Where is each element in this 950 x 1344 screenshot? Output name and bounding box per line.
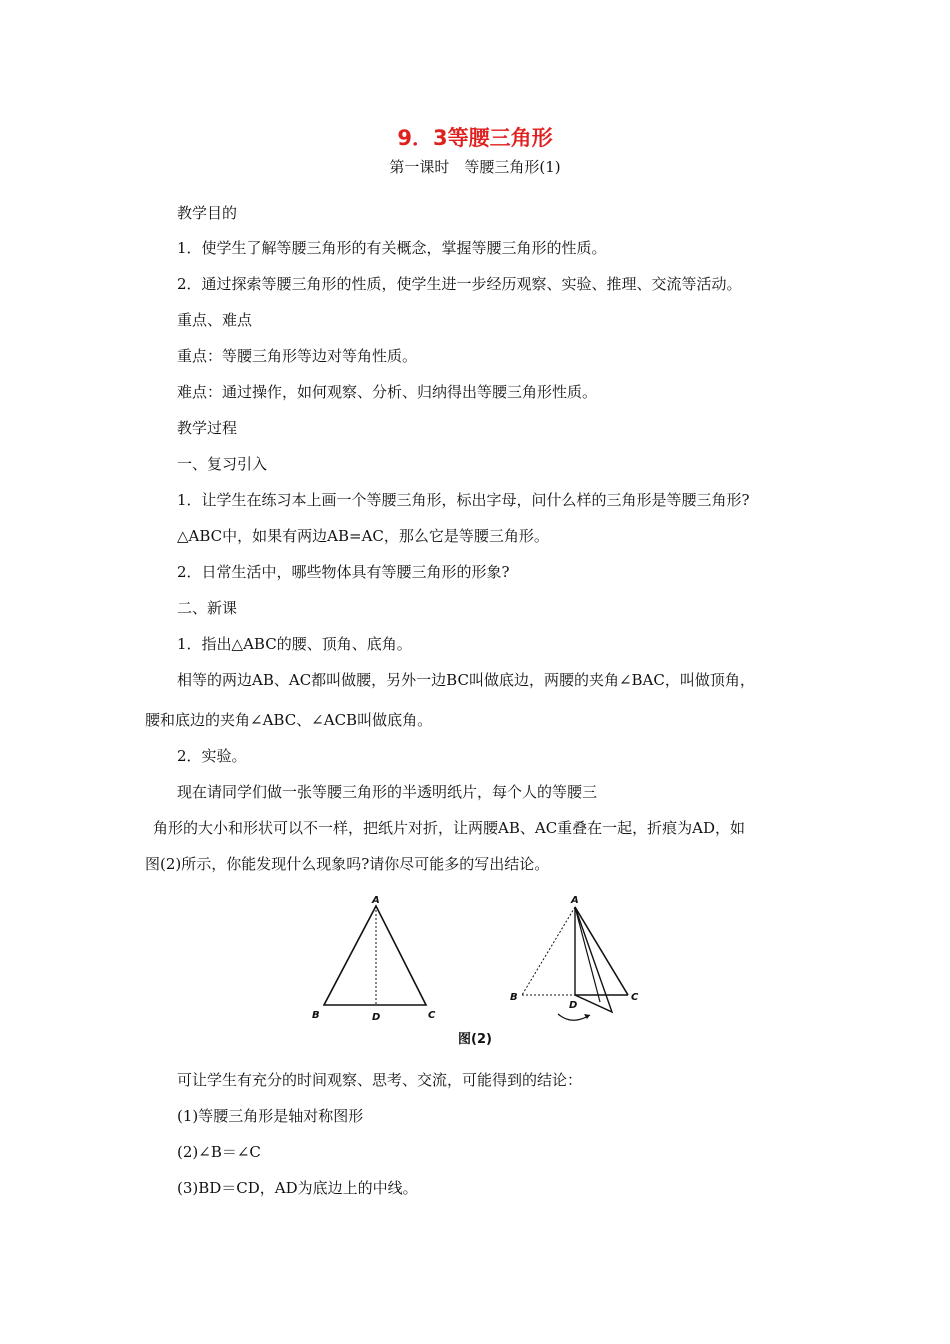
right-vertex-b: B <box>510 992 518 1003</box>
isosceles-triangle-figure <box>300 890 660 1050</box>
paragraph: 重点：等腰三角形等边对等角性质。 <box>177 347 418 365</box>
paragraph: 1．让学生在练习本上画一个等腰三角形，标出字母，问什么样的三角形是等腰三角形? <box>177 491 750 509</box>
paragraph: 现在请同学们做一张等腰三角形的半透明纸片，每个人的等腰三 <box>177 783 598 801</box>
paragraph: 可让学生有充分的时间观察、思考、交流，可能得到的结论： <box>177 1071 583 1089</box>
flap-inner-edge <box>575 907 600 1002</box>
paragraph: 图(2)所示，你能发现什么现象吗?请你尽可能多的写出结论。 <box>145 855 550 873</box>
conclusion-item: (2)∠B＝∠C <box>177 1143 261 1161</box>
paragraph: 难点：通过操作，如何观察、分析、归纳得出等腰三角形性质。 <box>177 383 598 401</box>
paragraph: 2．通过探索等腰三角形的性质，使学生进一步经历观察、实验、推理、交流等活动。 <box>177 275 742 293</box>
section-heading-objectives: 教学目的 <box>177 204 238 222</box>
right-vertex-d: D <box>569 1000 578 1011</box>
paragraph: △ABC中，如果有两边AB=AC，那么它是等腰三角形。 <box>177 527 549 545</box>
paragraph: 腰和底边的夹角∠ABC、∠ACB叫做底角。 <box>145 711 433 729</box>
section-heading-key-points: 重点、难点 <box>177 311 253 329</box>
left-vertex-d: D <box>372 1012 381 1023</box>
triangle-diagrams <box>300 890 660 1030</box>
paragraph: 1．使学生了解等腰三角形的有关概念，掌握等腰三角形的性质。 <box>177 239 607 257</box>
conclusion-item: (1)等腰三角形是轴对称图形 <box>177 1107 364 1125</box>
left-triangle-outline <box>324 906 426 1005</box>
section-heading-review: 一、复习引入 <box>177 455 268 473</box>
right-triangle <box>510 895 639 1020</box>
left-vertex-a: A <box>372 895 380 906</box>
left-vertex-c: C <box>428 1010 436 1021</box>
paragraph: 1．指出△ABC的腰、顶角、底角。 <box>177 635 412 653</box>
figure-caption: 图(2) <box>458 1032 492 1047</box>
left-triangle <box>312 895 436 1023</box>
left-vertex-b: B <box>312 1010 320 1021</box>
paragraph: 相等的两边AB、AC都叫做腰，另外一边BC叫做底边，两腰的夹角∠BAC，叫做顶角， <box>177 671 755 689</box>
right-vertex-c: C <box>631 992 639 1003</box>
paragraph: 角形的大小和形状可以不一样，把纸片对折，让两腰AB、AC重叠在一起，折痕为AD，如 <box>153 819 746 837</box>
conclusion-item: (3)BD＝CD，AD为底边上的中线。 <box>177 1179 418 1197</box>
right-left-leg-dashed <box>522 907 575 995</box>
section-heading-process: 教学过程 <box>177 419 238 437</box>
paragraph: 2．日常生活中，哪些物体具有等腰三角形的形象? <box>177 563 510 581</box>
page-subtitle: 第一课时 等腰三角形(1) <box>389 158 561 176</box>
right-vertex-a: A <box>571 895 579 906</box>
paragraph: 2．实验。 <box>177 747 247 765</box>
page-title: 9．3等腰三角形 <box>397 126 553 150</box>
section-heading-new-lesson: 二、新课 <box>177 599 238 617</box>
